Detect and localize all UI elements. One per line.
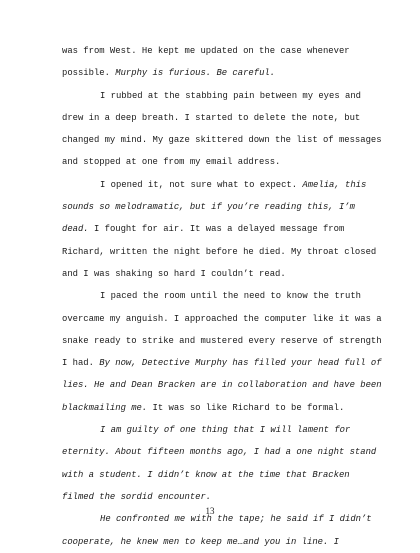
page-number: 13 [205,506,215,516]
text-run: It was so like Richard to be formal. [147,402,345,413]
paragraph-4 [62,285,382,419]
text-run: was from West. He kept me updated on the case whenever possible. [62,46,350,79]
text-run: I fought for air. It was a delayed message from Richard, written the night before he died. My throat closed and I was shaking so hard I couldn’t read. [62,224,377,279]
paragraph-3 [62,174,382,285]
italic-run: Amelia, this sounds so melodramatic, but if you’re reading this, I’m dead. [62,179,367,235]
italic-run: I am guilty of one thing that I will lament for eternity. About fifteen months ago, I had a one night stand with a student. I didn’t know at the time that Bracken filmed the sordid encounter. [62,425,377,502]
paragraph-2 [62,85,382,174]
paragraph-1 [62,40,382,85]
text-run: I paced the room until the need to know the truth overcame my anguish. I approached the computer like it was a snake ready to strike and mustered every reserve of strength I had. [62,291,382,369]
italic-run: He confronted me with the tape; he said if I didn’t cooperate, he knew men to keep me…and you in line. I [62,514,372,547]
text-run: I opened it, not sure what to expect. [100,179,303,190]
italic-run: Murphy is furious. Be careful. [115,68,276,79]
text-run: I rubbed at the stabbing pain between my eyes and drew in a deep breath. I started to delete the note, but changed my mind. My gaze skittered down the list of messages and stopped at one from my email address. [62,90,382,168]
body-text [62,40,382,553]
italic-run: By now, Detective Murphy has filled your head full of lies. He and Dean Bracken are in collaboration and have been blackmailing me. [62,358,382,413]
paragraph-5 [62,419,382,508]
